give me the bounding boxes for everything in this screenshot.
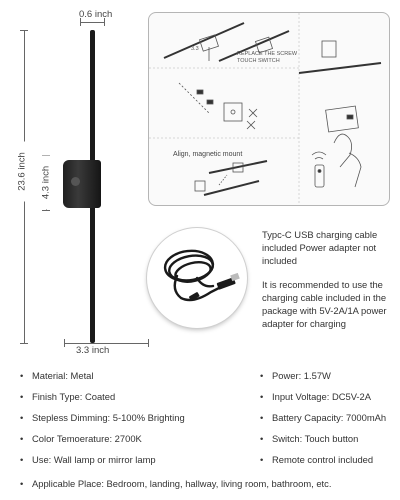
spec-power (260, 370, 331, 382)
spec-switch-text: Switch: Touch button (272, 433, 359, 444)
bullet: • (20, 478, 24, 489)
bullet: • (20, 391, 24, 402)
spec-power-text: Power: 1.57W (272, 370, 331, 381)
bullet: • (260, 370, 264, 381)
spec-color-temperature-text: Color Temoerature: 2700K (32, 433, 142, 444)
charging-recommendation-text: It is recommended to use the charging cable included in the package with 5V-2A/1A power adapter for charging (262, 279, 387, 329)
spec-color-temperature (20, 433, 142, 445)
bullet: • (260, 412, 264, 423)
bullet: • (260, 433, 264, 444)
lamp-switch-knob (71, 177, 80, 186)
installation-sketch (149, 13, 389, 205)
lamp-base (63, 160, 101, 208)
spec-use-text: Use: Wall lamp or mirror lamp (32, 454, 156, 465)
bullet: • (20, 412, 24, 423)
spec-battery (260, 412, 386, 424)
usb-cable-image (147, 228, 247, 328)
spec-finish (20, 391, 115, 403)
spec-use (20, 454, 156, 466)
note-align-magnetic: Align, magnetic mount (173, 151, 243, 158)
bottom-width-tick-left (64, 339, 65, 347)
spec-applicable-place-text: Applicable Place: Bedroom, landing, hallway, living room, bathroom, etc. (32, 478, 332, 489)
spec-battery-text: Battery Capacity: 7000mAh (272, 412, 387, 423)
total-height-tick-bottom (20, 343, 28, 344)
usb-cable-icon (147, 228, 247, 328)
spec-material-text: Material: Metal (32, 370, 94, 381)
bottom-width-dim-line (64, 343, 148, 344)
bullet: • (260, 454, 264, 465)
note-replace-screw: REPLACE THE SCREW (237, 51, 298, 57)
note-dimension: 3.3 (191, 46, 199, 52)
spec-remote (260, 454, 373, 466)
spec-dimming (20, 412, 185, 424)
spec-input-voltage-text: Input Voltage: DC5V-2A (272, 391, 372, 402)
top-width-dim-line (80, 22, 104, 23)
bullet: • (20, 454, 24, 465)
bottom-width-tick-right (148, 339, 149, 347)
bullet: • (260, 391, 264, 402)
total-height-label: 23.6 inch (17, 142, 28, 202)
spec-applicable-place (20, 478, 331, 490)
bottom-width-label: 3.3 inch (76, 345, 110, 356)
installation-diagram (148, 12, 390, 206)
base-height-tick-bottom (42, 210, 50, 211)
spec-finish-text: Finish Type: Coated (32, 391, 116, 402)
spec-switch (260, 433, 358, 445)
top-width-label: 0.6 inch (79, 9, 113, 20)
total-height-tick-top (20, 30, 28, 31)
bullet: • (20, 433, 24, 444)
spec-input-voltage (260, 391, 371, 403)
spec-material (20, 370, 93, 382)
spec-remote-text: Remote control included (272, 454, 374, 465)
base-height-label: 4.3 inch (41, 156, 52, 210)
cable-included-text: Typc-C USB charging cable included Power adapter not included (262, 229, 378, 266)
bullet: • (20, 370, 24, 381)
note-touch-switch: TOUCH SWITCH (237, 58, 280, 64)
spec-dimming-text: Stepless Dimming: 5-100% Brighting (32, 412, 185, 423)
